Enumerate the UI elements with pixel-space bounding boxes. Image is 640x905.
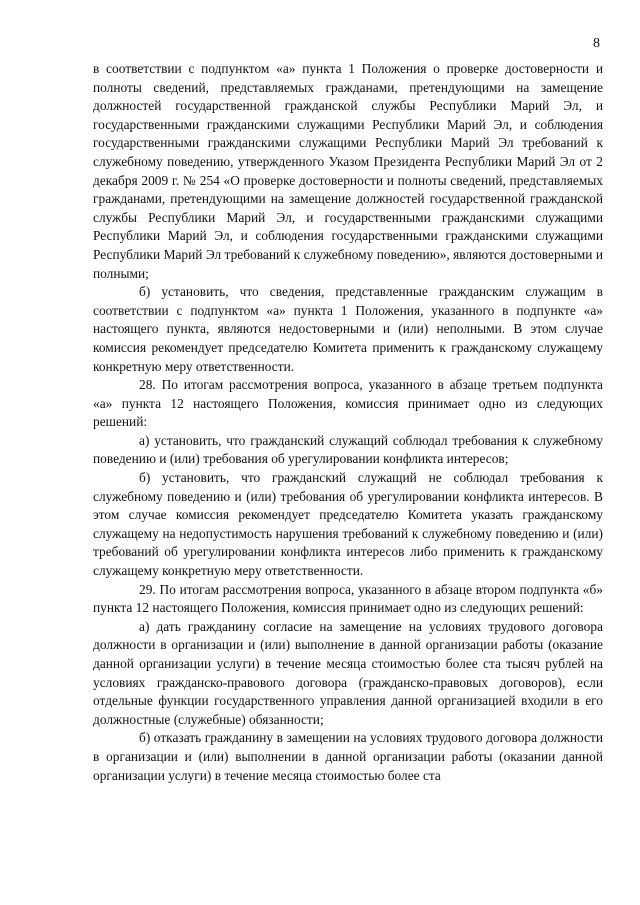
paragraph-29: 29. По итогам рассмотрения вопроса, указанного в абзаце втором подпункта «б» пункта 12 настоящего Положения, комиссия принимает одно из следующих решений:	[93, 581, 603, 616]
paragraph-continuation: в соответствии с подпунктом «а» пункта 1 Положения о проверке достоверности и полноты сведений, представляемых гражданами, претендующими на замещение должностей государственной гражданской службы Республики Марий Эл, и государственными гражданскими служащими Республики Марий Эл, и соблюдения государственными гражданскими служащими Республики Марий Эл требований к служебному поведению, утвержденного Указом Президента Республики Марий Эл от 2 декабря 2009 г. № 254 «О проверке достоверности и полноты сведений, представляемых гражданами, претендующими на замещение должностей государственной гражданской службы Республики Марий Эл, и государственными гражданскими служащими Республики Марий Эл, и соблюдения государственными гражданскими служащими Республики Марий Эл требований к служебному поведению», являются достоверными и полными;	[93, 61, 603, 281]
paragraph-28b: б) установить, что гражданский служащий не соблюдал требования к служебному поведению и (или) требования об урегулировании конфликта интересов. В этом случае комиссия рекомендует председателю Комитета указать гражданскому служащему на недопустимость нарушения требований к служебному поведению и (или) требований об урегулировании конфликта интересов либо применить к гражданскому служащему конкретную меру ответственности.	[93, 470, 603, 579]
paragraph-28a: а) установить, что гражданский служащий соблюдал требования к служебному поведению и (или) требования об урегулировании конфликта интересов;	[93, 432, 603, 467]
paragraph-27b: б) установить, что сведения, представленные гражданским служащим в соответствии с подпунктом «а» пункта 1 Положения, указанного в подпункте «а» настоящего пункта, являются недостоверными и (или) неполными. В этом случае комиссия рекомендует председателю Комитета применить к гражданскому служащему конкретную меру ответственности.	[93, 284, 603, 374]
page-number: 8	[593, 36, 600, 51]
paragraph-28: 28. По итогам рассмотрения вопроса, указанного в абзаце третьем подпункта «а» пункта 12 настоящего Положения, комиссия принимает одно из следующих решений:	[93, 377, 603, 430]
paragraph-29b: б) отказать гражданину в замещении на условиях трудового договора должности в организации и (или) выполнении в данной организации работы (оказании данной организации услуги) в течение месяца стоимостью более ста	[93, 730, 603, 783]
paragraph-29a: а) дать гражданину согласие на замещение на условиях трудового договора должности в организации и (или) выполнение в данной организации работы (оказание данной организации услуги) в течение месяца стоимостью более ста тысяч рублей на условиях гражданско-правового договора (гражданско-правовых договоров), если отдельные функции государственного управления данной организацией входили в его должностные (служебные) обязанности;	[93, 618, 603, 727]
document-body	[93, 60, 603, 785]
